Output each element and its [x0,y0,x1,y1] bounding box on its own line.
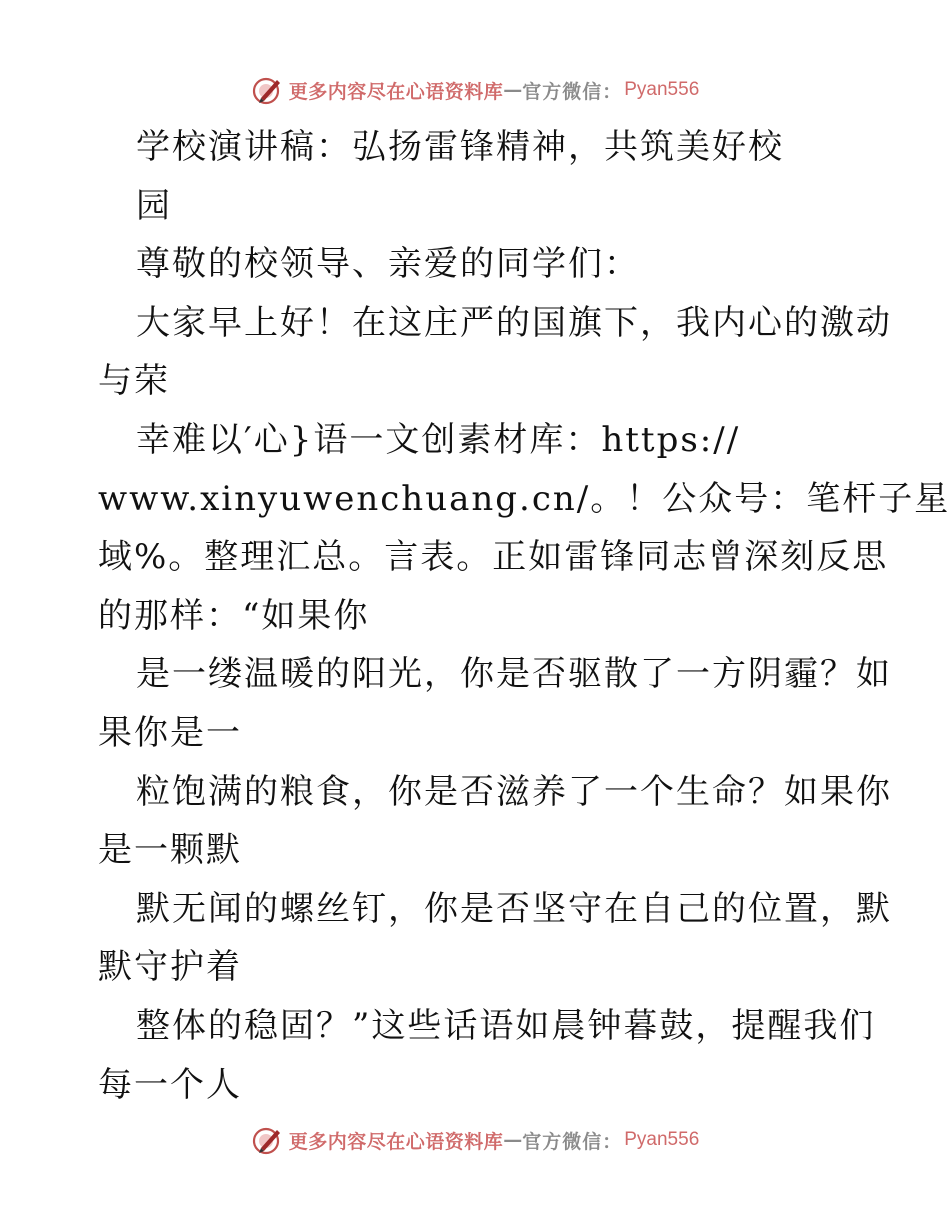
doc-line: 果你是一 [98,712,242,753]
social-id: Pyan556 [624,1129,700,1150]
social-id: Pyan556 [624,79,700,100]
doc-line: 幸难以′心}语一文创素材库：https:// [136,419,741,460]
social-label: 官方微信： [522,80,623,103]
doc-line: 的那样：“如果你 [98,595,370,636]
doc-line-title-2: 园 [136,185,172,226]
header-banner [0,70,950,110]
pen-globe-logo-icon [251,1124,283,1156]
banner-separator: — [503,1129,523,1151]
doc-line: 默无闻的螺丝钉，你是否坚守在自己的位置，默 [136,888,892,929]
doc-line: 默守护着 [98,947,242,988]
doc-line: 是一缕温暖的阳光，你是否驱散了一方阴霾？如 [136,654,892,695]
doc-line: 粒饱满的粮食，你是否滋养了一个生命？如果你 [136,771,892,812]
social-label: 官方微信： [522,1130,623,1153]
doc-line: 大家早上好！在这庄严的国旗下，我内心的激动 [136,302,892,343]
doc-line: 每一个人 [98,1064,242,1105]
footer-banner [0,1120,950,1160]
doc-line-url: www.xinyuwenchuang.cn/。！公众号：笔杆子星 [98,478,950,519]
banner-separator: — [503,79,523,101]
document-body [98,118,950,1114]
doc-line: 域%。整理汇总。言表。正如雷锋同志曾深刻反思 [98,537,889,578]
pen-globe-logo-icon [251,74,283,106]
doc-line: 是一颗默 [98,830,242,871]
doc-line: 整体的稳固？”这些话语如晨钟暮鼓，提醒我们 [136,1005,876,1046]
doc-line-title-1: 学校演讲稿：弘扬雷锋精神，共筑美好校 [136,127,784,167]
doc-line: 与荣 [98,361,170,402]
promo-text: 更多内容尽在心语资料库 [288,80,504,103]
promo-text: 更多内容尽在心语资料库 [288,1130,504,1153]
doc-line-greeting: 尊敬的校领导、亲爱的同学们： [136,244,640,285]
